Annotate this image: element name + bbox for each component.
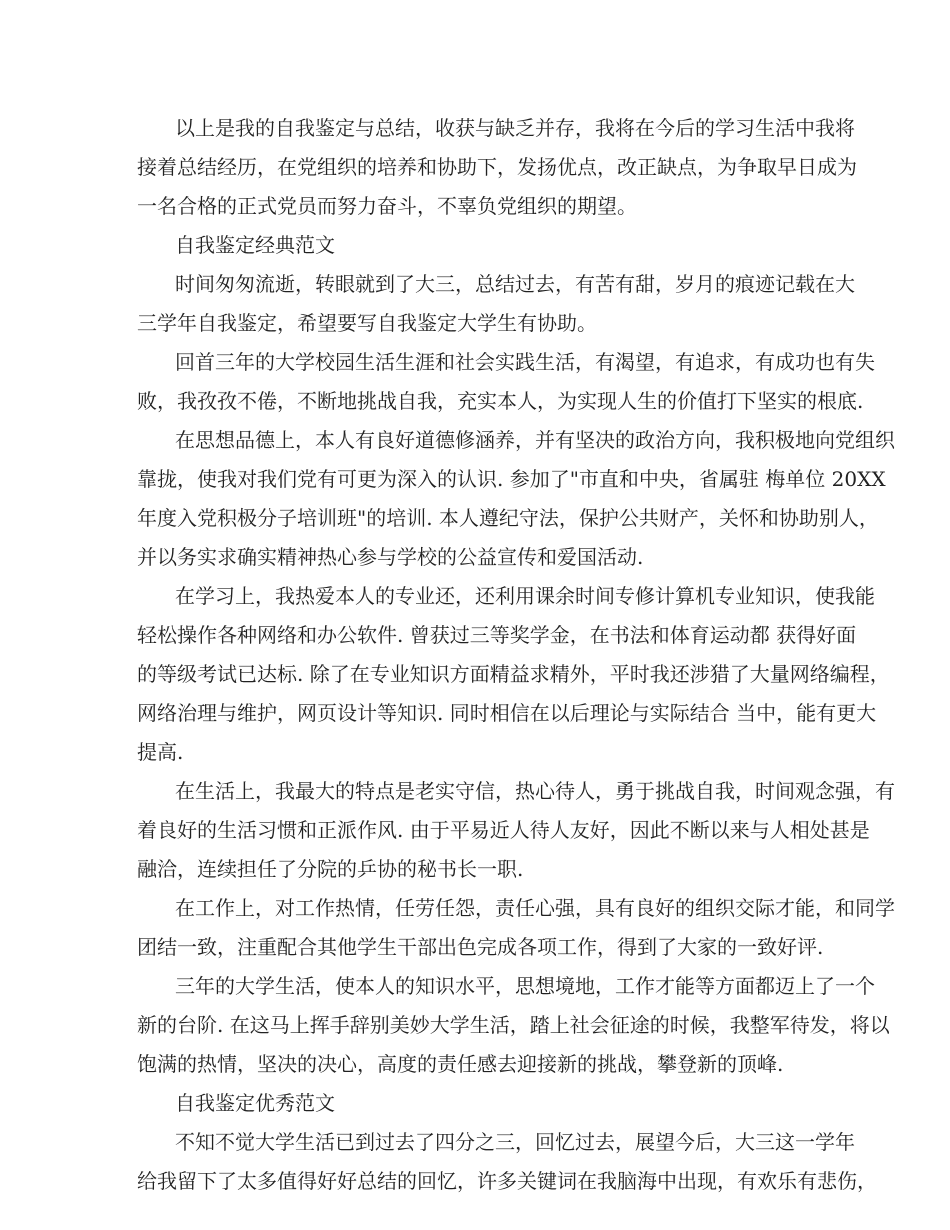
- text-line: 一名合格的正式党员而努力奋斗，不辜负党组织的期望。: [137, 194, 637, 218]
- text-line: 不知不觉大学生活已到过去了四分之三，回忆过去，展望今后，大三这一学年: [175, 1130, 855, 1154]
- text-line: 以上是我的自我鉴定与总结，收获与缺乏并存，我将在今后的学习生活中我将: [175, 116, 855, 140]
- text-line: 在思想品德上，本人有良好道德修涵养，并有坚决的政治方向，我积极地向党组织: [175, 428, 895, 452]
- text-line: 接着总结经历，在党组织的培养和协助下，发扬优点，改正缺点，为争取早日成为: [137, 155, 857, 179]
- text-line: 团结一致，注重配合其他学生干部出色完成各项工作，得到了大家的一致好评.: [137, 935, 824, 959]
- text-line: 在工作上，对工作热情，任劳任怨，责任心强，具有良好的组织交际才能，和同学: [175, 896, 895, 920]
- text-line: 三学年自我鉴定，希望要写自我鉴定大学生有协助。: [137, 311, 597, 335]
- text-line: 靠拢，使我对我们党有可更为深入的认识. 参加了"市直和中央，省属驻 梅单位 20XX: [137, 467, 886, 491]
- text-line: 着良好的生活习惯和正派作风. 由于平易近人待人友好，因此不断以来与人相处甚是: [137, 818, 870, 842]
- section-heading: 自我鉴定经典范文: [175, 233, 335, 257]
- text-line: 年度入党积极分子培训班"的培训. 本人遵纪守法，保护公共财产，关怀和协助别人，: [137, 506, 879, 530]
- document-body: [137, 113, 895, 1196]
- text-line: 提高.: [137, 740, 184, 764]
- text-line: 新的台阶. 在这马上挥手辞别美妙大学生活，踏上社会征途的时候，我整军待发，将以: [137, 1013, 890, 1037]
- text-line: 在学习上，我热爱本人的专业还，还利用课余时间专修计算机专业知识，使我能: [175, 584, 875, 608]
- text-line: 网络治理与维护，网页设计等知识. 同时相信在以后理论与实际结合 当中，能有更大: [137, 701, 877, 725]
- text-line: 给我留下了太多值得好好总结的回忆，许多关键词在我脑海中出现，有欢乐有悲伤，: [137, 1169, 877, 1193]
- text-line: 时间匆匆流逝，转眼就到了大三，总结过去，有苦有甜，岁月的痕迹记载在大: [175, 272, 855, 296]
- text-line: 融洽，连续担任了分院的乒协的秘书长一职.: [137, 857, 524, 881]
- text-line: 在生活上，我最大的特点是老实守信，热心待人，勇于挑战自我，时间观念强，有: [175, 779, 895, 803]
- section-heading: 自我鉴定优秀范文: [175, 1091, 335, 1115]
- text-line: 饱满的热情，坚决的决心，高度的责任感去迎接新的挑战，攀登新的顶峰.: [137, 1052, 784, 1076]
- text-line: 轻松操作各种网络和办公软件. 曾获过三等奖学金，在书法和体育运动都 获得好面: [137, 623, 857, 647]
- text-line: 回首三年的大学校园生活生涯和社会实践生活，有渴望，有追求，有成功也有失: [175, 350, 875, 374]
- text-line: 并以务实求确实精神热心参与学校的公益宣传和爱国活动.: [137, 545, 644, 569]
- text-line: 败，我孜孜不倦，不断地挑战自我，充实本人，为实现人生的价值打下坚实的根底.: [137, 389, 864, 413]
- text-line: 的等级考试已达标. 除了在专业知识方面精益求精外，平时我还涉猎了大量网络编程，: [137, 662, 890, 686]
- text-line: 三年的大学生活，使本人的知识水平，思想境地，工作才能等方面都迈上了一个: [175, 974, 875, 998]
